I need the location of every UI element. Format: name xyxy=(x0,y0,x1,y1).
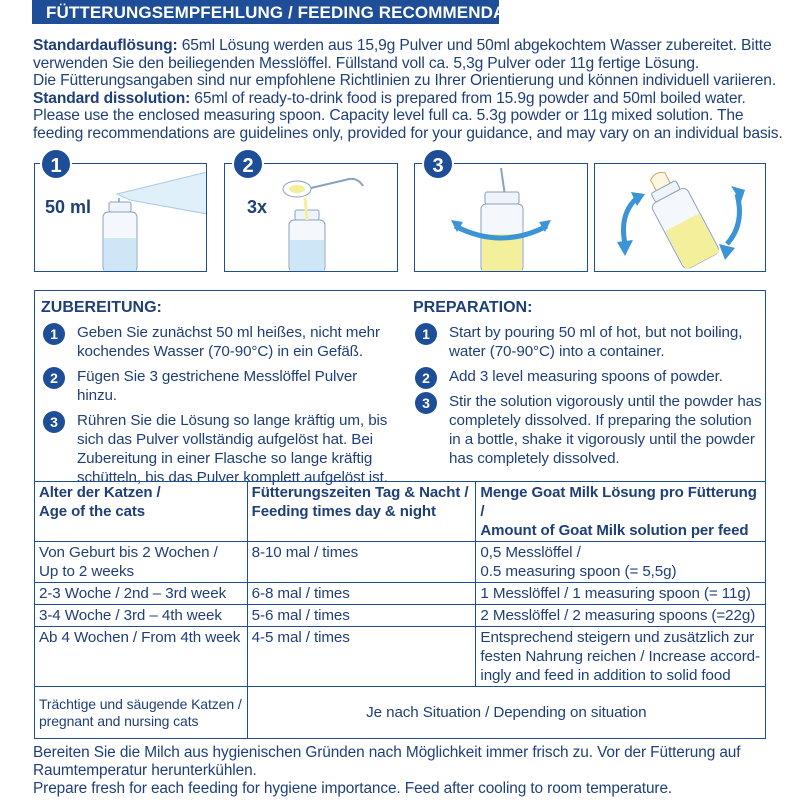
step-badge-3: 3 xyxy=(422,148,454,180)
cell-amount: 2 Messlöffel / 2 measuring spoons (=22g) xyxy=(476,605,766,627)
cell-times: 4-5 mal / times xyxy=(247,627,476,687)
preparation-en xyxy=(413,299,763,474)
prep-step-text: Fügen Sie 3 gestrichene Messlöffel Pulver hinzu. xyxy=(77,368,358,404)
preparation-de-title: ZUBEREITUNG: xyxy=(41,299,162,316)
cell-age: Ab 4 Wochen / From 4th week xyxy=(35,627,248,687)
prep-step-text: Stir the solution vigorously until the powder has completely dissolved. If preparing the solution in a bottle, shake it vigorously until the powder has completely dissolved. xyxy=(449,393,762,467)
feeding-table xyxy=(34,481,766,739)
prep-step-text: Geben Sie zunächst 50 ml heißes, nicht mehr kochendes Wasser (70-90°C) in ein Gefäß. xyxy=(77,324,380,360)
prep-en-step xyxy=(413,367,763,386)
step-number-badge: 3 xyxy=(415,392,437,414)
preparation-de xyxy=(41,299,401,493)
cell-amount: 0,5 Messlöffel / 0.5 measuring spoon (= 5,5g) xyxy=(476,542,766,583)
step-number-badge: 1 xyxy=(43,323,65,345)
page-title: FÜTTERUNGSEMPFEHLUNG / FEEDING RECOMMENDATION. xyxy=(32,0,499,24)
header-times: Fütterungszeiten Tag & Nacht / Feeding times day & night xyxy=(247,482,476,542)
cell-times: 6-8 mal / times xyxy=(247,583,476,605)
cell-times: 8-10 mal / times xyxy=(247,542,476,583)
cell-amount: Entsprechend steigern und zusätzlich zur festen Nahrung reichen / Increase accord- ingly and feed in addition to solid food xyxy=(476,627,766,687)
table-row xyxy=(35,605,766,627)
intro-en-line2: Please use the enclosed measuring spoon. Capacity level full ca. 5.3g powder or 11g mixed solution. The xyxy=(33,107,744,125)
prep-de-step xyxy=(41,323,401,361)
shake-bottle-illustration xyxy=(595,164,766,272)
intro-en-label: Standard dissolution: xyxy=(33,89,191,107)
step-number-badge: 2 xyxy=(43,367,65,389)
intro-de-label: Standardauflösung: xyxy=(33,37,178,54)
step1-label: 50 ml xyxy=(45,197,92,217)
step-panel-4 xyxy=(594,163,766,272)
intro-en-line3: feeding recommendations are guidelines only, provided for your guidance, and may vary on an individual basis. xyxy=(33,124,783,142)
intro-en-line1: 65ml of ready-to-drink food is prepared from 15.9g powder and 50ml boiled water. xyxy=(190,89,746,107)
cell-age: 3-4 Woche / 3rd – 4th week xyxy=(35,605,248,627)
cell-merged-amount: Je nach Situation / Depending on situation xyxy=(247,687,765,739)
prep-step-text: Add 3 level measuring spoons of powder. xyxy=(449,368,723,385)
header-age: Alter der Katzen / Age of the cats xyxy=(35,482,248,542)
pour-water-illustration xyxy=(35,164,207,272)
preparation-section xyxy=(34,290,766,486)
table-row xyxy=(35,583,766,605)
preparation-en-title: PREPARATION: xyxy=(413,299,533,316)
prep-en-step xyxy=(413,323,763,361)
cell-times: 5-6 mal / times xyxy=(247,605,476,627)
prep-de-step xyxy=(41,367,401,405)
prep-step-text: Rühren Sie die Lösung so lange kräftig um, bis sich das Pulver vollständig aufgelöst hat. Bei Zubereitung in einer Flasche so lange kräftig schütteln, bis das Pulver komplett aufgelöst ist. xyxy=(77,412,388,486)
table-row-special xyxy=(35,687,766,739)
footer-note xyxy=(33,744,783,797)
table-header-row xyxy=(35,482,766,542)
intro-text xyxy=(33,37,783,143)
step-badge-2: 2 xyxy=(232,148,264,180)
footer-line2: Raumtemperatur herunterkühlen. xyxy=(33,761,257,779)
footer-line3: Prepare fresh for each feeding for hygiene importance. Feed after cooling to room temperature. xyxy=(33,779,673,797)
intro-de-line1: 65ml Lösung werden aus 15,9g Pulver und 50ml abgekochtem Wasser zubereitet. Bitte xyxy=(177,37,772,54)
cell-amount: 1 Messlöffel / 1 measuring spoon (= 11g) xyxy=(476,583,766,605)
intro-de-line2: verwenden Sie den beiliegenden Messlöffel. Füllstand voll ca. 5,3g Pulver oder 11g fertige Lösung. xyxy=(33,54,700,72)
intro-de-line3: Die Fütterungsangaben sind nur empfohlene Richtlinien zu Ihrer Orientierung und können individuell variieren. xyxy=(33,72,777,90)
step-number-badge: 1 xyxy=(415,323,437,345)
step2-label: 3x xyxy=(247,197,268,217)
step-number-badge: 2 xyxy=(415,367,437,389)
prep-de-step xyxy=(41,411,401,487)
step-badge-1: 1 xyxy=(40,148,72,180)
table-row xyxy=(35,542,766,583)
footer-line1: Bereiten Sie die Milch aus hygienischen Gründen nach Möglichkeit immer frisch zu. Vor der Fütterung auf xyxy=(33,744,741,761)
header-amount: Menge Goat Milk Lösung pro Fütterung / Amount of Goat Milk solution per feed xyxy=(476,482,766,542)
prep-en-step xyxy=(413,392,763,468)
step-number-badge: 3 xyxy=(43,411,65,433)
cell-age: Von Geburt bis 2 Wochen / Up to 2 weeks xyxy=(35,542,248,583)
cell-age: 2-3 Woche / 2nd – 3rd week xyxy=(35,583,248,605)
table-row xyxy=(35,627,766,687)
prep-step-text: Start by pouring 50 ml of hot, but not boiling, water (70-90°C) into a container. xyxy=(449,324,743,360)
cell-age: Trächtige und säugende Katzen / pregnant and nursing cats xyxy=(35,687,248,739)
